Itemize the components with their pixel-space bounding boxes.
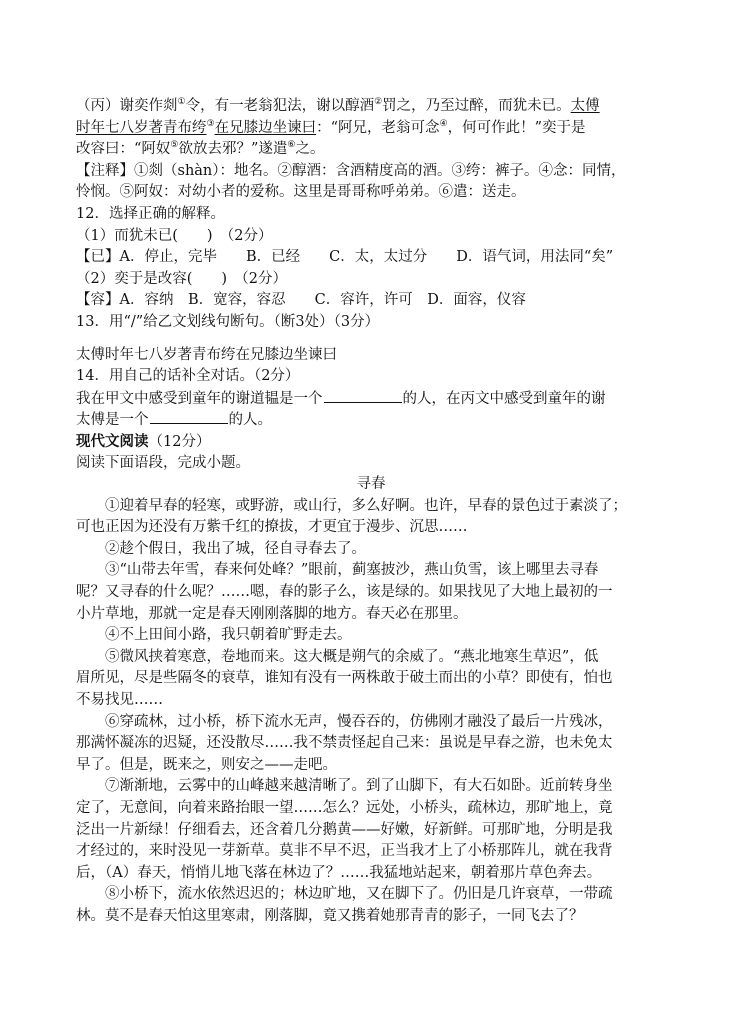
passage-bing-line-1 [76,96,666,118]
note-marker: ② [374,97,383,108]
note-marker: ① [177,97,186,108]
q12-sub1: （1）而犹未已( ) （2分） [76,227,273,244]
underlined-text: 时年七八岁著青布绔 [76,119,207,136]
q12-title: 12．选择正确的解释。 [76,205,225,222]
passage-line: 那满怀凝冻的迟疑，还没散尽……我不禁责怪起自己来：虽说是早春之游，也未免太 [76,735,613,752]
passage-line: ①迎着早春的轻寒，或野游，或山行，多么好啊。也许，早春的景色过于素淡了； [105,497,627,514]
passage-line: ④不上田间小路，我只朝着旷野走去。 [105,627,352,644]
q14-text-d: 的人。 [228,412,272,429]
passage-line: 后，（A）春天，悄悄儿地飞落在林边了？……我猛地站起来，朝着那片草色奔去。 [76,864,602,881]
q14-title: 14．用自己的话补全对话。（2分） [76,368,300,385]
passage-line: 不易找见…… [76,692,163,709]
note-marker: ④ [439,118,448,129]
notes-line-2: 怜悯。⑤阿奴：对幼小者的爱称。这里是哥哥称呼弟弟。⑥遣：送走。 [76,184,526,201]
q14-line-1 [76,388,666,410]
modern-heading-score: （12分） [148,433,211,450]
passage-line: 才经过的，来时没见一芽新草。莫非不早不迟，正当我才上了小桥那阵儿，就在我背 [76,843,613,860]
answer-blank-2[interactable] [150,409,228,424]
q13-title: 13．用“/”给乙文划线句断句。（断3处）（3分） [76,313,380,330]
text-segment: ：“阿兄，老翁可念 [316,119,440,136]
document-content [76,96,666,928]
underlined-text: 太傅 [570,98,600,114]
q14-line-2 [76,409,666,431]
note-marker: ③ [206,118,215,129]
q14-text-c: 太傅是一个 [76,412,149,429]
passage-line: 林。莫不是春天怕这里寒肃，刚落脚，竟又携着她那青青的影子，一同飞去了？ [76,907,584,924]
passage-line: 眉所见，尽是些隔冬的衰草，谁知有没有一两株敢于破土而出的小草？即使有，怕也 [76,670,613,687]
q14-text-a: 我在甲文中感受到童年的谢道韫是一个 [76,390,323,407]
modern-heading-label: 现代文阅读 [76,432,149,450]
note-marker: ⑥ [287,140,296,151]
passage-bing-line-2 [76,118,666,140]
passage-line: ③“山带去年雪，春来何处峰？”眼前，蓟塞披沙，燕山负雪，该上哪里去寻春 [105,562,599,579]
spacer [76,334,666,345]
passage-title: 寻春 [356,476,386,493]
q13-sentence: 太傅时年七八岁著青布绔在兄膝边坐谏曰 [76,346,337,363]
passage-line: ⑦渐渐地，云雾中的山峰越来越清晰了。到了山脚下，有大石如卧。近前转身坐 [105,778,613,795]
text-segment: 令，有一老翁犯法，谢以醇酒 [185,98,375,114]
q12-options-1: 【已】A．停止，完毕 B．已经 C．太，太过分 D．语气词，用法同“矣” [76,249,614,266]
answer-blank-1[interactable] [324,388,402,403]
passage-line: 呢？又寻春的什么呢？……嗯，春的影子么，该是绿的。如果找见了大地上最初的一 [76,584,613,601]
text-segment: 罚之，乃至过醉，而犹未已。 [382,98,571,114]
q14-text-b: 的人，在丙文中感受到童年的谢 [402,390,606,407]
notes-line-1: 【注释】①剡（shàn）：地名。②醇酒：含酒精度高的酒。③绔：裤子。④念：同情， [76,162,626,179]
passage-line: ②趁个假日，我出了城，径自寻春去了。 [105,540,366,557]
passage-line: ⑥穿疏林，过小桥，桥下流水无声，慢吞吞的，仿佛刚才融没了最后一片残冰， [105,713,613,730]
passage-line: 早了。但是，既来之，则安之——走吧。 [76,756,337,773]
passage-line: ⑤微风挟着寒意，卷地而来。这大概是朔气的余威了。“燕北地寒生草迟”，低 [105,648,599,665]
passage-bing-line-3 [76,139,666,161]
text-segment: ，何可作此！”奕于是 [447,119,586,136]
modern-heading [76,431,666,453]
passage-body [76,496,666,928]
modern-instruction: 阅读下面语段，完成小题。 [76,454,250,471]
underlined-text: 在兄膝边坐谏曰 [214,119,317,136]
q12-options-2: 【容】A．容纳 B．宽容，容忍 C．容许，许可 D．面容，仪容 [76,292,526,309]
text-segment: （丙）谢奕作剡 [76,98,178,114]
passage-line: 可也正因为还没有万紫千红的撩拔，才更宜于漫步、沉思…… [76,519,468,536]
passage-line: 泛出一片新绿！仔细看去，还含着几分鹅黄——好嫩，好新鲜。可那旷地，分明是我 [76,821,613,838]
passage-line: 小片草地，那就一定是春天刚刚落脚的地方。春天必在那里。 [76,605,468,622]
text-segment: 欲放去邪？”遂遣 [178,141,288,158]
text-segment: 改容曰：“阿奴 [76,141,171,158]
note-marker: ⑤ [170,140,179,151]
passage-line: 定了，无意间，向着来路抬眼一望……怎么？远处，小桥头，疏林边，那旷地上，竟 [76,800,613,816]
passage-line: ⑧小桥下，流水依然迟迟的；林边旷地，又在脚下了。仍旧是几许衰草，一带疏 [105,886,613,903]
text-segment: 之。 [295,141,325,158]
q12-sub2: （2）奕于是改容( ) （2分） [76,270,288,287]
